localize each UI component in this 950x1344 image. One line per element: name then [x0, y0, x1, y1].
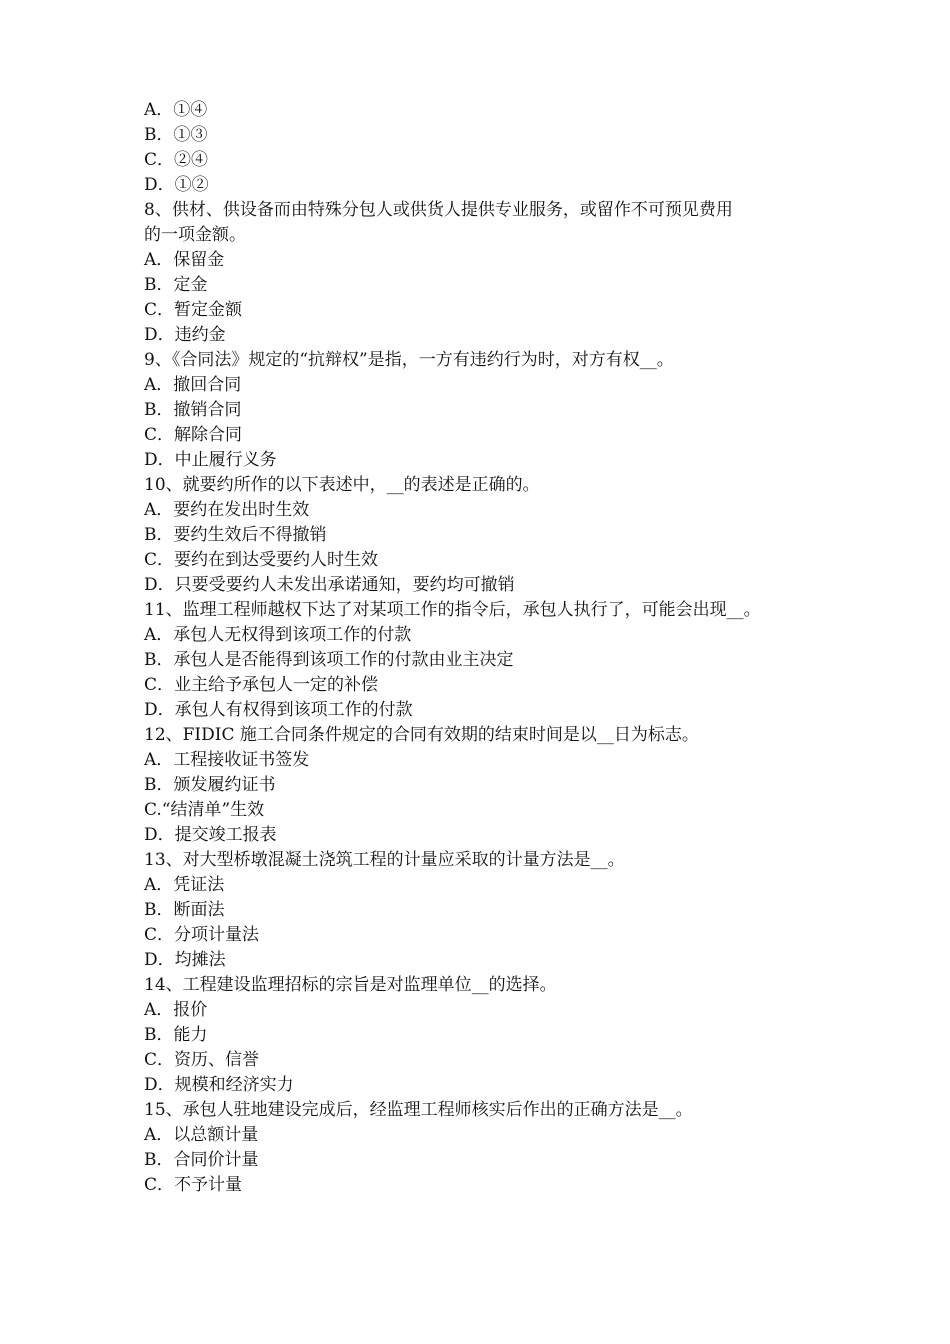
question-line: 9、《合同法》规定的“抗辩权”是指，一方有违约行为时，对方有权__。: [144, 350, 674, 370]
question-line: 14、工程建设监理招标的宗旨是对监理单位__的选择。: [144, 975, 557, 995]
option-line: B．合同价计量: [144, 1150, 259, 1170]
option-line: A．撤回合同: [144, 375, 242, 395]
option-line: C．暂定金额: [144, 300, 243, 320]
option-line: D．①②: [144, 175, 209, 195]
question-line: 15、承包人驻地建设完成后，经监理工程师核实后作出的正确方法是__。: [144, 1100, 693, 1120]
option-line: B．颁发履约证书: [144, 775, 276, 795]
option-line: C．②④: [144, 150, 209, 170]
question-line: 10、就要约所作的以下表述中，__的表述是正确的。: [144, 475, 540, 495]
question-line: 11、监理工程师越权下达了对某项工作的指令后，承包人执行了，可能会出现__。: [144, 600, 761, 620]
option-line: D．提交竣工报表: [144, 825, 277, 845]
option-line: A．要约在发出时生效: [144, 500, 310, 520]
option-line: B．承包人是否能得到该项工作的付款由业主决定: [144, 650, 514, 670]
option-line: C．分项计量法: [144, 925, 260, 945]
option-line: A．工程接收证书签发: [144, 750, 310, 770]
option-line: B．断面法: [144, 900, 225, 920]
option-line: D．中止履行义务: [144, 450, 277, 470]
option-line: A．以总额计量: [144, 1125, 259, 1145]
question-line: 的一项金额。: [144, 225, 246, 245]
option-line: A．凭证法: [144, 875, 225, 895]
option-line: D．规模和经济实力: [144, 1075, 294, 1095]
question-line: 12、FIDIC 施工合同条件规定的合同有效期的结束时间是以__日为标志。: [144, 725, 699, 745]
option-line: D．只要受要约人未发出承诺通知，要约均可撤销: [144, 575, 515, 595]
option-line: B．定金: [144, 275, 208, 295]
option-line: A．①④: [144, 100, 208, 120]
question-line: 13、对大型桥墩混凝土浇筑工程的计量应采取的计量方法是__。: [144, 850, 625, 870]
option-line: C．业主给予承包人一定的补偿: [144, 675, 379, 695]
option-line: A．报价: [144, 1000, 208, 1020]
option-line: D．均摊法: [144, 950, 226, 970]
document-page: [144, 98, 824, 1198]
question-line: 8、供材、供设备而由特殊分包人或供货人提供专业服务，或留作不可预见费用: [144, 200, 733, 220]
option-line: C．解除合同: [144, 425, 243, 445]
option-line: A．承包人无权得到该项工作的付款: [144, 625, 412, 645]
option-line: C．资历、信誉: [144, 1050, 260, 1070]
option-line: D．违约金: [144, 325, 226, 345]
option-line: B．①③: [144, 125, 208, 145]
option-line: C．不予计量: [144, 1175, 243, 1195]
option-line: B．能力: [144, 1025, 208, 1045]
option-line: B．撤销合同: [144, 400, 242, 420]
option-line: C．要约在到达受要约人时生效: [144, 550, 379, 570]
option-line: B．要约生效后不得撤销: [144, 525, 327, 545]
option-line: C.“结清单”生效: [144, 800, 265, 820]
option-line: A．保留金: [144, 250, 225, 270]
option-line: D．承包人有权得到该项工作的付款: [144, 700, 413, 720]
